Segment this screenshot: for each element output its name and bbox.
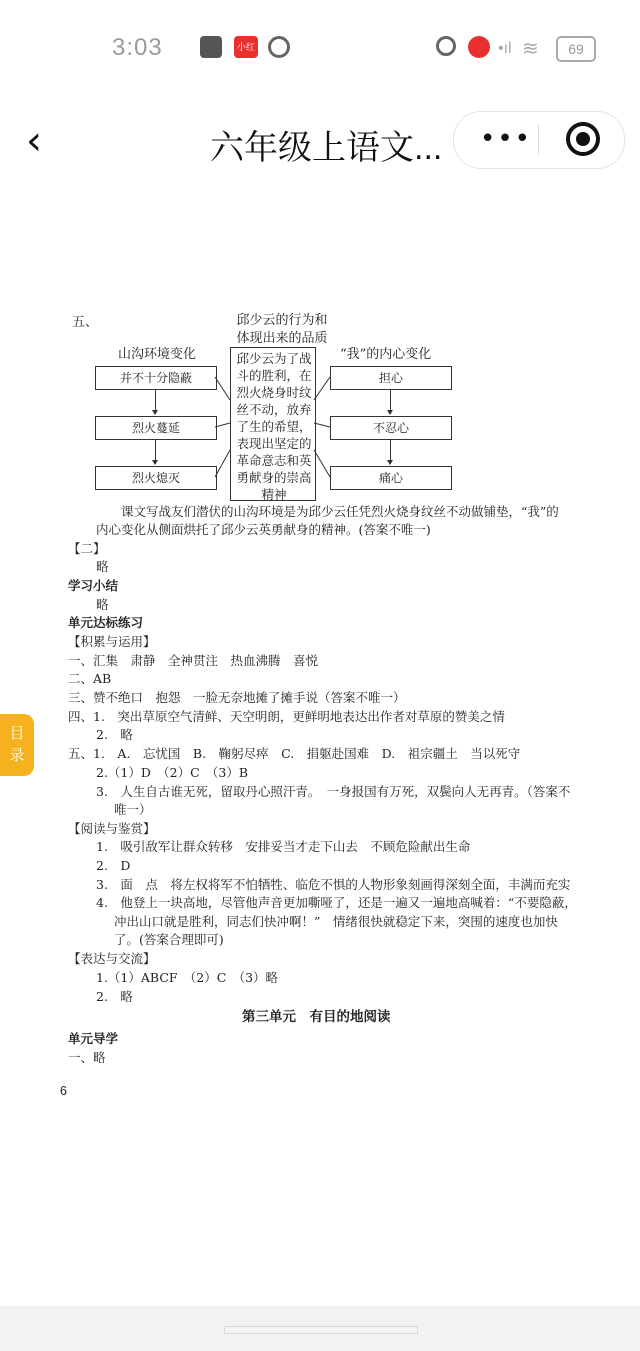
- section-heading: 【积累与运用】: [68, 634, 156, 649]
- status-time: 3:03: [112, 34, 163, 61]
- left-box-3: 烈火熄灭: [95, 466, 217, 490]
- unit-title: 第三单元 有目的地阅读: [242, 1009, 391, 1025]
- answer-line: 一、汇集 肃静 全神贯注 热血沸腾 喜悦: [68, 653, 319, 668]
- left-box-1: 并不十分隐蔽: [95, 366, 217, 390]
- back-icon[interactable]: ‹: [26, 118, 42, 164]
- signal-icon: •ıl: [498, 40, 512, 57]
- toc-char: 录: [9, 746, 25, 764]
- page-title: 六年级上语文...: [210, 129, 443, 167]
- answer-line: 二、AB: [68, 671, 112, 686]
- answer-line: 2. D: [96, 858, 131, 873]
- battery-icon: 69: [556, 36, 596, 62]
- right-box-1: 担心: [330, 366, 452, 390]
- right-header: “我”的内心变化: [340, 347, 432, 362]
- section-number: 五、: [72, 315, 99, 330]
- answer-line: 略: [96, 597, 109, 612]
- answer-line: 五、1. A. 忘忧国 B. 鞠躬尽瘁 C. 捐躯赴国难 D. 祖宗疆土 当以死守: [68, 746, 521, 761]
- home-indicator[interactable]: [224, 1326, 418, 1334]
- section-heading: 【二】: [68, 541, 106, 556]
- answer-line: 2.（1）D （2）C （3）B: [96, 765, 249, 780]
- wifi-icon: ≋: [522, 38, 539, 60]
- answer-line: 2. 略: [96, 727, 133, 742]
- answer-line: 三、赞不绝口 抱怨 一脸无奈地摊了摊手说（答案不唯一）: [68, 690, 406, 705]
- center-line: 勇献身的崇高: [236, 470, 312, 485]
- answer-line: 四、1. 突出草原空气清鲜、天空明朗，更鲜明地表达出作者对草原的赞美之情: [68, 709, 505, 724]
- left-header: 山沟环境变化: [118, 347, 197, 362]
- answer-line: 了。(答案合理即可): [114, 932, 224, 947]
- app-badge-icon: 小红书: [234, 36, 258, 58]
- section-heading: 单元导学: [68, 1031, 119, 1046]
- table-of-contents-tab[interactable]: [0, 714, 34, 776]
- section-heading: 单元达标练习: [68, 615, 144, 630]
- answer-line: 3. 人生自古谁无死，留取丹心照汗青。 一身报国有万死，双鬓向人无再青。（答案不: [96, 784, 571, 799]
- center-line: 烈火烧身时纹: [236, 385, 312, 400]
- answer-line: 4. 他登上一块高地，尽管他声音更加嘶哑了，还是一遍又一遍地高喊着：“不要隐蔽，: [96, 895, 577, 910]
- section-heading: 【表达与交流】: [68, 951, 156, 966]
- center-header-2: 体现出来的品质: [236, 331, 328, 346]
- answer-paragraph-line: 内心变化从侧面烘托了邱少云英勇献身的精神。(答案不唯一): [96, 522, 431, 537]
- answer-line: 1.（1）ABCF （2）C （3）略: [96, 970, 279, 985]
- section-heading: 学习小结: [68, 578, 119, 593]
- page-number: 6: [60, 1084, 67, 1098]
- center-line: 革命意志和英: [236, 453, 312, 468]
- right-box-2: 不忍心: [330, 416, 452, 440]
- section-heading: 【阅读与鉴赏】: [68, 821, 156, 836]
- center-line: 丝不动，放弃: [236, 402, 312, 417]
- center-line: 表现出坚定的: [236, 436, 312, 451]
- center-line: 了生的希望，: [236, 419, 312, 434]
- center-line: 精神: [261, 487, 287, 502]
- more-button[interactable]: •••: [480, 124, 533, 154]
- answer-line: 唯一）: [114, 802, 152, 817]
- center-line: 邱少云为了战: [236, 351, 312, 366]
- answer-line: 一、略: [68, 1050, 106, 1065]
- answer-line: 1. 吸引敌军让群众转移 安排妥当才走下山去 不顾危险献出生命: [96, 839, 471, 854]
- answer-line: 冲出山口就是胜利，同志们快冲啊！” 情绪很快就稳定下来，突围的速度也加快: [114, 914, 558, 929]
- center-line: 斗的胜利，在: [236, 368, 312, 383]
- answer-line: 3. 面 点 将左权将军不怕牺牲、临危不惧的人物形象刻画得深刻全面，丰满而充实: [96, 877, 571, 892]
- diagram-connectors: [0, 0, 640, 520]
- answer-line: 略: [96, 559, 109, 574]
- right-box-3: 痛心: [330, 466, 452, 490]
- answer-paragraph-line: 课文写战友们潜伏的山沟环境是为邱少云任凭烈火烧身纹丝不动做铺垫，“我”的: [96, 504, 559, 519]
- answer-line: 2. 略: [96, 989, 133, 1004]
- toc-char: 目: [9, 724, 25, 742]
- left-box-2: 烈火蔓延: [95, 416, 217, 440]
- center-header-1: 邱少云的行为和: [236, 313, 328, 328]
